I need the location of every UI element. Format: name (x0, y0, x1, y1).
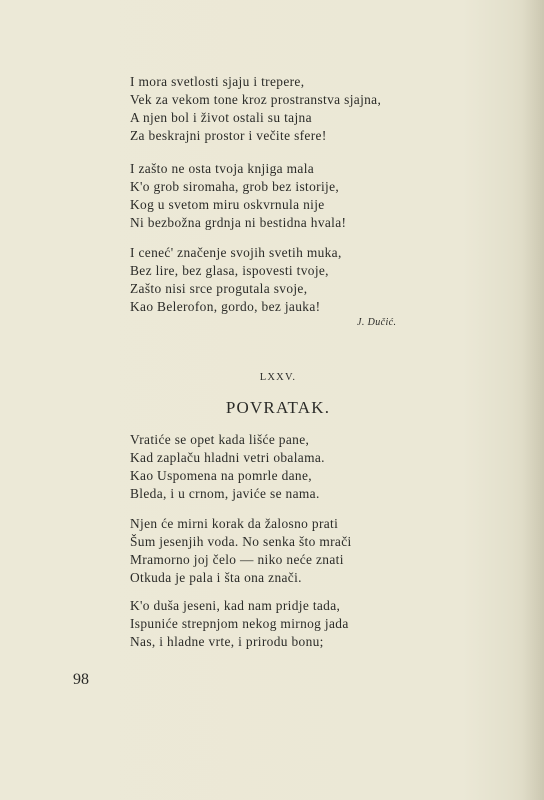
poem2-stanza-1 (130, 431, 325, 503)
verse-line: K'o grob siromaha, grob bez istorije, (130, 179, 340, 194)
poem1-stanza-1 (130, 73, 381, 145)
verse-line: I mora svetlosti sjaju i trepere, (130, 74, 305, 89)
verse-line: Bez lire, bez glasa, ispovesti tvoje, (130, 263, 329, 278)
verse-line: Vek za vekom tone kroz prostranstva sjajna, (130, 92, 382, 107)
verse-line: A njen bol i život ostali su tajna (130, 110, 312, 125)
verse-line: Za beskrajni prostor i večite sfere! (130, 128, 327, 143)
verse-line: Nas, i hladne vrte, i prirodu bonu; (130, 634, 324, 649)
verse-line: Kad zaplaču hladni vetri obalama. (130, 450, 325, 465)
page-number: 98 (73, 671, 89, 688)
poem2-stanza-2 (130, 515, 352, 587)
verse-line: Kog u svetom miru oskvrnula nije (130, 197, 325, 212)
verse-line: Kao Belerofon, gordo, bez jauka! (130, 299, 321, 314)
verse-line: Kao Uspomena na pomrle dane, (130, 468, 312, 483)
poem-title: POVRATAK. (225, 398, 331, 417)
verse-line: Vratiće se opet kada lišće pane, (130, 432, 310, 447)
verse-line: Njen će mirni korak da žalosno prati (130, 516, 339, 531)
poem2-stanza-3 (130, 597, 349, 651)
verse-line: K'o duša jeseni, kad nam pridje tada, (130, 598, 341, 613)
verse-line: Ni bezbožna grdnja ni bestidna hvala! (130, 215, 347, 230)
poem1-stanza-3 (130, 244, 342, 316)
verse-line: Bleda, i u crnom, javiće se nama. (130, 486, 320, 501)
author-signature: J. Dučić. (357, 317, 397, 328)
verse-line: Mramorno joj čelo — niko neće znati (130, 552, 344, 567)
verse-line: I zašto ne osta tvoja knjiga mala (130, 161, 315, 176)
verse-line: Otkuda je pala i šta ona znači. (130, 570, 302, 585)
poem-number: LXXV. (259, 372, 297, 383)
verse-line: Ispuniće strepnjom nekog mirnog jada (130, 616, 349, 631)
verse-line: Šum jesenjih voda. No senka što mrači (130, 534, 352, 549)
poem1-stanza-2 (130, 160, 346, 232)
verse-line: Zašto nisi srce progutala svoje, (130, 281, 308, 296)
verse-line: I cenеć' značenje svojih svetih muka, (130, 245, 342, 260)
